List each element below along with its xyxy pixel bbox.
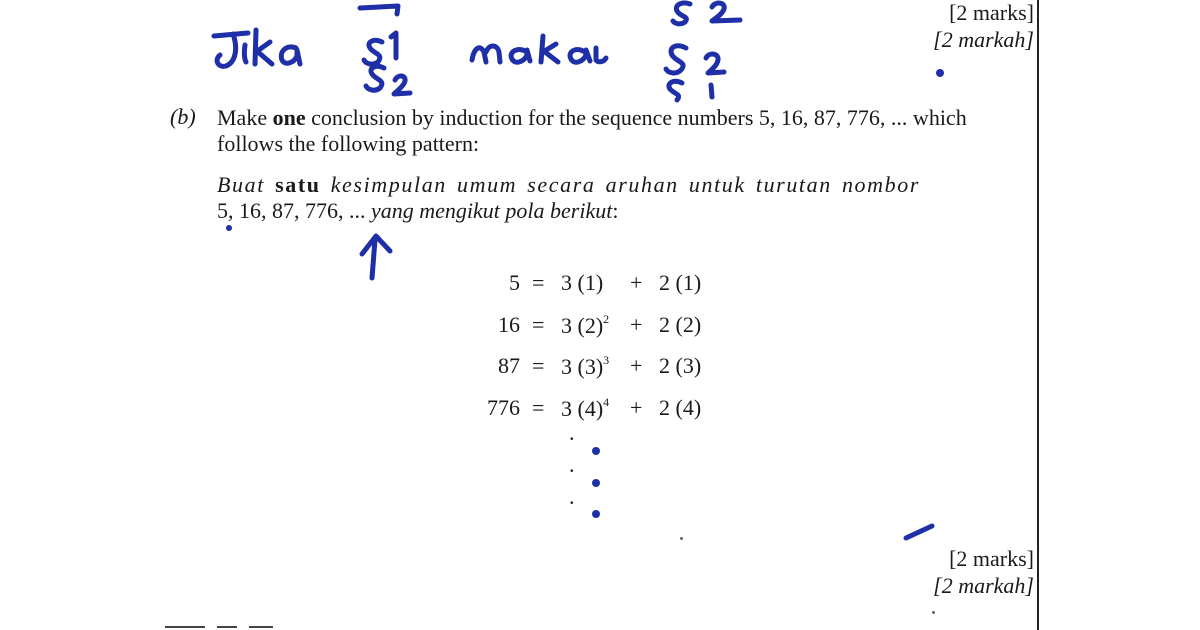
emphasis-one: one <box>272 105 306 130</box>
handwriting-s1-sub <box>391 33 396 58</box>
top-marks-ms: [2 markah] <box>933 27 1034 52</box>
emphasis-satu: satu <box>275 172 321 197</box>
continuation-dot: . <box>569 484 575 509</box>
exponent: 3 <box>603 353 610 367</box>
sequence-numbers: 5, 16, 87, 776, ... <box>217 198 366 223</box>
handwriting-s2-sub <box>394 76 410 94</box>
top-marks-en: [2 marks] <box>949 0 1034 25</box>
question-text-ms: Buat satu kesimpulan umum secara aruhan untuk turutan nombor 5, 16, 87, 776, ... yang mengikut pola berikut: <box>217 172 920 223</box>
bottom-marks-ms: [2 markah] <box>933 573 1034 598</box>
equation-row-1: 5 = 3 (1) + 2 (1) <box>509 270 702 295</box>
ink-dot <box>592 510 600 518</box>
handwriting-s1b-sub <box>711 85 712 97</box>
ink-dot <box>592 479 600 487</box>
question-label: (b) <box>170 104 196 129</box>
bottom-marks-en: [2 marks] <box>949 546 1034 571</box>
exponent: 2 <box>603 312 610 326</box>
tick-mark <box>906 526 932 538</box>
equation-row-4: 776 = 3 $(4)^4$ + 2 (4) <box>487 395 702 421</box>
handwriting-jika <box>214 30 300 66</box>
handwriting-s2 <box>366 66 384 90</box>
exponent: 4 <box>603 395 610 409</box>
handwriting-s1 <box>364 40 382 64</box>
handwriting-maka <box>472 36 606 62</box>
handwriting-s2b <box>666 46 686 73</box>
equation-row-3: 87 = 3 $(3)^3$ + 2 (3) <box>498 353 702 379</box>
ink-dot <box>226 225 232 231</box>
continuation-dot: . <box>569 452 575 477</box>
ink-dot <box>936 69 944 77</box>
handwriting-s2-top <box>673 3 740 24</box>
handwriting-s2b-sup <box>706 54 724 73</box>
handwriting-s1b <box>669 81 682 100</box>
ink-dot <box>592 447 600 455</box>
equation-row-2: 16 = 3 $(2)^2$ + 2 (2) <box>498 312 702 338</box>
continuation-dot: . <box>569 420 575 445</box>
handwriting-top-fragment <box>360 6 398 14</box>
question-text-en: Make one conclusion by induction for the sequence numbers 5, 16, 87, 776, ... which follows the following pattern: <box>217 105 967 156</box>
arrow-up-icon <box>362 236 390 278</box>
